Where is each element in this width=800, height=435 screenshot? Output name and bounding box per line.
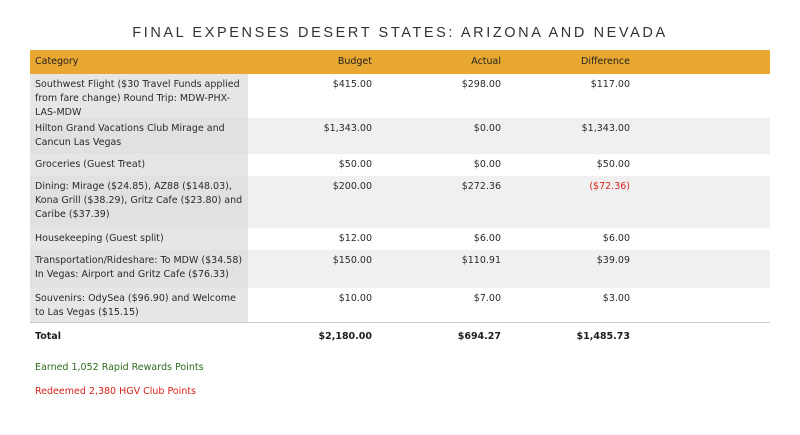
table-row (30, 154, 770, 176)
category-cell: Souvenirs: OdySea ($96.90) and Welcome to Las Vegas ($15.15) (30, 288, 248, 322)
row-spacer (635, 250, 770, 288)
budget-cell: $1,343.00 (323, 123, 372, 134)
difference-cell: $117.00 (590, 79, 630, 90)
row-spacer (635, 228, 770, 250)
row-spacer (635, 176, 770, 228)
actual-cell: $6.00 (473, 233, 501, 244)
table-row (30, 288, 770, 322)
category-cell: Southwest Flight ($30 Travel Funds applied from fare change) Round Trip: MDW-PHX-LAS-MDW (30, 74, 248, 118)
column-header-difference: Difference (581, 56, 630, 67)
actual-cell: $7.00 (473, 293, 501, 304)
difference-cell: $39.09 (596, 255, 630, 266)
column-header-budget: Budget (337, 56, 372, 67)
category-cell: Transportation/Rideshare: To MDW ($34.58) In Vegas: Airport and Gritz Cafe ($76.33) (30, 250, 248, 288)
category-cell: Dining: Mirage ($24.85), AZ88 ($148.03), Kona Grill ($38.29), Gritz Cafe ($23.80) and Caribe ($37.39) (30, 176, 248, 228)
budget-cell: $10.00 (338, 293, 372, 304)
difference-cell: ($72.36) (589, 181, 630, 192)
page-title: FINAL EXPENSES DESERT STATES: ARIZONA AND NEVADA (132, 25, 668, 41)
total-label: Total (35, 331, 61, 342)
expenses-table (30, 50, 770, 350)
rapid-rewards-note: Earned 1,052 Rapid Rewards Points (35, 362, 204, 373)
difference-cell: $1,343.00 (581, 123, 630, 134)
column-header-actual: Actual (471, 56, 501, 67)
row-spacer (635, 288, 770, 322)
table-row (30, 250, 770, 288)
column-header-spacer (635, 50, 770, 74)
table-row (30, 228, 770, 250)
actual-cell: $0.00 (473, 159, 501, 170)
budget-cell: $150.00 (332, 255, 372, 266)
budget-cell: $50.00 (338, 159, 372, 170)
budget-cell: $12.00 (338, 233, 372, 244)
category-cell: Groceries (Guest Treat) (30, 154, 248, 176)
row-spacer (635, 154, 770, 176)
row-spacer (635, 74, 770, 118)
column-header-category: Category (35, 56, 79, 67)
total-actual: $694.27 (457, 331, 501, 342)
category-cell: Hilton Grand Vacations Club Mirage and Cancun Las Vegas (30, 118, 248, 154)
actual-cell: $298.00 (461, 79, 501, 90)
hgv-points-note: Redeemed 2,380 HGV Club Points (35, 386, 197, 397)
table-header (30, 50, 770, 74)
category-cell: Housekeeping (Guest split) (30, 228, 248, 250)
difference-cell: $3.00 (602, 293, 630, 304)
total-budget: $2,180.00 (318, 331, 372, 342)
actual-cell: $110.91 (461, 255, 501, 266)
budget-cell: $200.00 (332, 181, 372, 192)
actual-cell: $0.00 (473, 123, 501, 134)
row-spacer (635, 118, 770, 154)
table-row (30, 118, 770, 154)
table-row (30, 176, 770, 228)
budget-cell: $415.00 (332, 79, 372, 90)
total-difference: $1,485.73 (576, 331, 630, 342)
difference-cell: $50.00 (596, 159, 630, 170)
table-row (30, 74, 770, 118)
actual-cell: $272.36 (461, 181, 501, 192)
total-row (30, 322, 770, 350)
row-spacer (635, 323, 770, 350)
difference-cell: $6.00 (602, 233, 630, 244)
